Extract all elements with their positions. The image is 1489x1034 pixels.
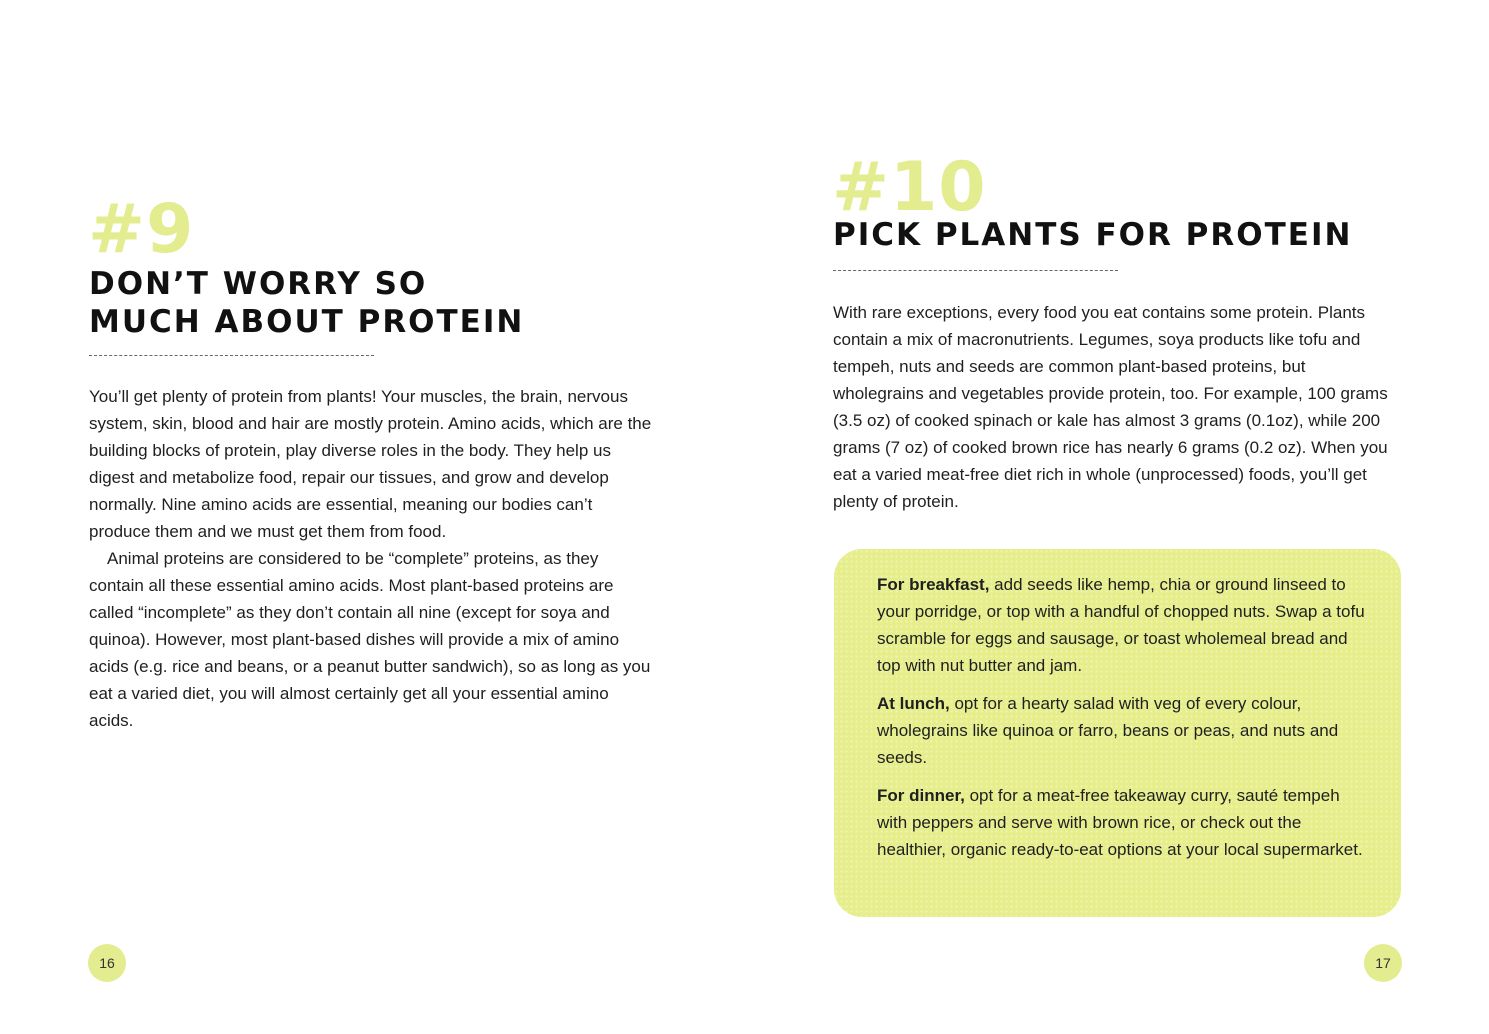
dinner-text: opt for a meat-free takeaway curry, sauté tempeh with peppers and serve with brown rice, or check out the healthier, organic ready-to-eat options at your local supermarket.: [877, 786, 1363, 859]
lunch-tip: [877, 690, 1367, 771]
tip-10-paragraph-1: With rare exceptions, every food you eat contains some protein. Plants contain a mix of macronutrients. Legumes, soya products like tofu and tempeh, nuts and seeds are common plant-based proteins, but wholegrains and vegetables provide protein, too. For example, 100 grams (3.5 oz) of cooked spinach or kale has almost 3 grams (0.1oz), while 200 grams (7 oz) of cooked brown rice has nearly 6 grams (0.2 oz). When you eat a varied meat-free diet rich in whole (unprocessed) foods, you’ll get plenty of protein.: [833, 303, 1388, 511]
left-page: [0, 0, 744, 1034]
heading-divider: [89, 355, 374, 356]
tip-number-9: #9: [88, 190, 195, 269]
page-number-badge: 17: [1364, 944, 1402, 982]
tip-9-paragraph-2: Animal proteins are considered to be “complete” proteins, as they contain all these essential amino acids. Most plant-based proteins are called “incomplete” as they don’t contain all nine (except for soya and quinoa). However, most plant-based dishes will provide a mix of amino acids (e.g. rice and beans, or a peanut butter sandwich), so as long as you eat a varied diet, you will almost certainly get all your essential amino acids.: [89, 549, 651, 730]
breakfast-text: add seeds like hemp, chia or ground linseed to your porridge, or top with a handful of chopped nuts. Swap a tofu scramble for eggs and sausage, or toast wholemeal bread and top with nut butter and jam.: [877, 575, 1365, 675]
dinner-label: For dinner,: [877, 786, 965, 805]
tip-heading-9-line1: DON’T WORRY SO: [89, 266, 428, 302]
meal-ideas-box: [834, 549, 1401, 917]
tip-10-body: [833, 299, 1399, 515]
tip-heading-9-line2: MUCH ABOUT PROTEIN: [89, 304, 525, 340]
dinner-tip: [877, 782, 1367, 863]
page-number-badge: 16: [88, 944, 126, 982]
right-page: [744, 0, 1488, 1034]
breakfast-tip: [877, 571, 1367, 679]
tip-9-body: [89, 383, 655, 734]
tip-9-paragraph-1: You’ll get plenty of protein from plants! Your muscles, the brain, nervous system, skin, blood and hair are mostly protein. Amino acids, which are the building blocks of protein, play diverse roles in the body. They help us digest and metabolize food, repair our tissues, and grow and develop normally. Nine amino acids are essential, meaning our bodies can’t produce them and we must get them from food.: [89, 387, 652, 541]
tip-heading-9: [89, 265, 524, 341]
tip-heading-10: PICK PLANTS FOR PROTEIN: [833, 217, 1353, 253]
heading-divider: [833, 270, 1118, 271]
tip-number-10: #10: [832, 148, 987, 227]
breakfast-label: For breakfast,: [877, 575, 990, 594]
meal-ideas-content: [877, 571, 1367, 874]
lunch-text: opt for a hearty salad with veg of every colour, wholegrains like quinoa or farro, beans or peas, and nuts and seeds.: [877, 694, 1339, 767]
lunch-label: At lunch,: [877, 694, 950, 713]
